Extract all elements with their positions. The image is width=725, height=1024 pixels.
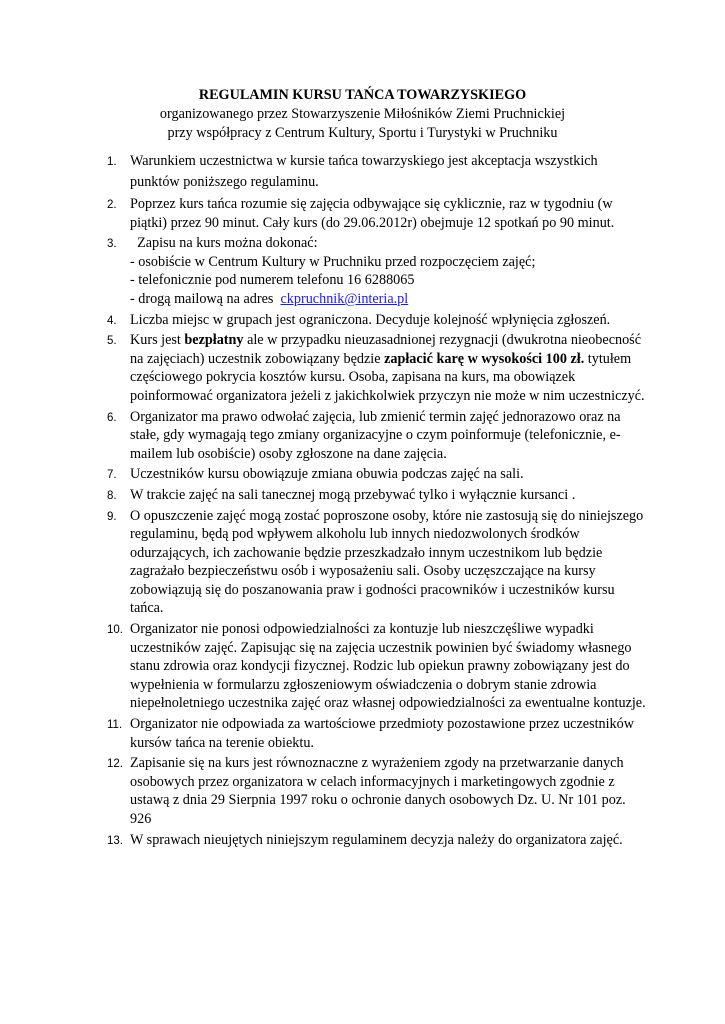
rule-number: 9. bbox=[107, 510, 117, 523]
rule-text: Organizator nie ponosi odpowiedzialności za kontuzje lub nieszczęśliwe wypadki uczestników zajęć. Zapisując się na zajęcia uczestnik powinien być świadomy własnego stanu zdrowia oraz kondycji fizycznej. Rodzic lub opiekun prawny zobowiązany jest do wypełnienia w formularzu zgłoszeniowym oświadczenia o dobrym stanie zdrowia niepełnoletniego uczestnika zajęć oraz własnej odpowiedzialności za ewentualne kontuzje. bbox=[130, 621, 646, 712]
rules-list bbox=[107, 151, 650, 851]
rule-item-2 bbox=[107, 195, 650, 232]
rule-item-5 bbox=[107, 331, 650, 405]
rule-text-part: ale w przypadku nieuzasadnionej rezygnacji (dwukrotna nieobecność na zajęciach) uczestnik zobowiązany będzie bbox=[130, 332, 642, 367]
rule-number: 12. bbox=[107, 758, 123, 771]
rule-number: 11. bbox=[107, 719, 123, 732]
rule-text-part: Kurs jest bbox=[130, 332, 185, 349]
header-cooperation-line: przy współpracy z Centrum Kultury, Sportu i Turystyki w Pruchniku bbox=[167, 125, 558, 141]
rule-text: Organizator ma prawo odwołać zajęcia, lub zmienić termin zajęć jednorazowo oraz na stałe, gdy wymagają tego zmiany organizacyjne o czym poinformuje (telefonicznie, e-mailem lub osobiście) osoby zgłoszone na dane zajęcia. bbox=[130, 408, 621, 462]
rule-text: Uczestników kursu obowiązuje zmiana obuwia podczas zajęć na sali. bbox=[130, 466, 524, 483]
rule-number: 3. bbox=[107, 238, 117, 251]
rule-number: 8. bbox=[107, 489, 117, 502]
rule-text: Poprzez kurs tańca rozumie się zajęcia odbywające się cyklicznie, raz w tygodniu (w piątki) przez 90 minut. Cały kurs (do 29.06.2012r) obejmuje 12 spotkań po 90 minut. bbox=[130, 196, 615, 231]
rule-bold-free: bezpłatny bbox=[184, 332, 244, 349]
rule-text: Warunkiem uczestnictwa w kursie tańca towarzyskiego jest akceptacja wszystkich punktów poniższego regulaminu. bbox=[130, 153, 598, 190]
rule-item-1 bbox=[107, 151, 650, 193]
rule-number: 10. bbox=[107, 624, 123, 637]
rule-number: 6. bbox=[107, 411, 117, 424]
rule-text: Organizator nie odpowiada za wartościowe przedmioty pozostawione przez uczestników kursów tańca na terenie obiektu. bbox=[130, 716, 634, 751]
rule-number: 7. bbox=[107, 469, 117, 482]
rule-text-part: tytułem częściowego pokrycia kosztów kursu. Osoba, zapisana na kurs, ma obowiązek poinformować organizatora jeżeli z jakichkolwiek przyczyn nie może w nim uczestniczyć. bbox=[130, 350, 645, 404]
rule-number: 2. bbox=[107, 199, 117, 211]
signup-option-email bbox=[130, 290, 650, 309]
rule-text: W trakcie zajęć na sali tanecznej mogą przebywać tylko i wyłącznie kursanci . bbox=[130, 486, 576, 503]
rule-number: 5. bbox=[107, 335, 117, 348]
rule-text: Zapisanie się na kurs jest równoznaczne z wyrażeniem zgody na przetwarzanie danych osobowych przez organizatora w celach informacyjnych i marketingowych zgodnie z ustawą z dnia 29 Sierpnia 1997 roku o ochronie danych osobowych Dz. U. Nr 101 poz. 926 bbox=[130, 755, 626, 827]
rule-item-10 bbox=[107, 620, 650, 713]
rule-text: W sprawach nieujętych niniejszym regulaminem decyzja należy do organizatora zajęć. bbox=[130, 831, 623, 848]
rule-number: 13. bbox=[107, 834, 123, 847]
rule-item-11 bbox=[107, 715, 650, 752]
rule-item-8 bbox=[107, 486, 650, 505]
rule-text: Zapisu na kurs można dokonać: bbox=[130, 235, 318, 252]
document-header bbox=[0, 86, 725, 143]
rule-item-12 bbox=[107, 754, 650, 828]
email-link[interactable]: ckpruchnik@interia.pl bbox=[280, 290, 409, 307]
rule-bold-penalty: zapłacić karę w wysokości 100 zł. bbox=[384, 350, 585, 367]
signup-option-email-prefix: - drogą mailową na adres bbox=[130, 290, 281, 307]
rule-item-6 bbox=[107, 408, 650, 464]
rule-item-7 bbox=[107, 465, 650, 484]
rule-item-13 bbox=[107, 831, 650, 850]
header-organizer-line: organizowanego przez Stowarzyszenie Miłośników Ziemi Pruchnickiej bbox=[159, 106, 566, 122]
rule-number: 4. bbox=[107, 314, 117, 327]
rule-item-3 bbox=[107, 234, 650, 308]
signup-option-in-person: - osobiście w Centrum Kultury w Pruchniku przed rozpoczęciem zajęć; bbox=[130, 253, 536, 270]
signup-option-phone: - telefonicznie pod numerem telefonu 16 6288065 bbox=[130, 272, 415, 289]
rule-number: 1. bbox=[107, 156, 117, 168]
rule-item-9 bbox=[107, 507, 650, 619]
document-title: REGULAMIN KURSU TAŃCA TOWARZYSKIEGO bbox=[198, 87, 527, 103]
rule-text: Liczba miejsc w grupach jest ograniczona. Decyduje kolejność wpłynięcia zgłoszeń. bbox=[130, 311, 611, 328]
rule-text: O opuszczenie zajęć mogą zostać poproszone osoby, które nie zastosują się do niniejszego regulaminu, będą pod wpływem alkoholu lub innych niedozwolonych środków odurzających, ich zachowanie będzie przeszkadzało innym uczestnikom lub będzie zagrażało bezpieczeństwu osób i wyposażeniu sali. Osoby uczęszczające na kursy zobowiązują się do poszanowania praw i godności pracowników i uczestników kursu tańca. bbox=[130, 507, 644, 617]
rule-item-4 bbox=[107, 311, 650, 330]
